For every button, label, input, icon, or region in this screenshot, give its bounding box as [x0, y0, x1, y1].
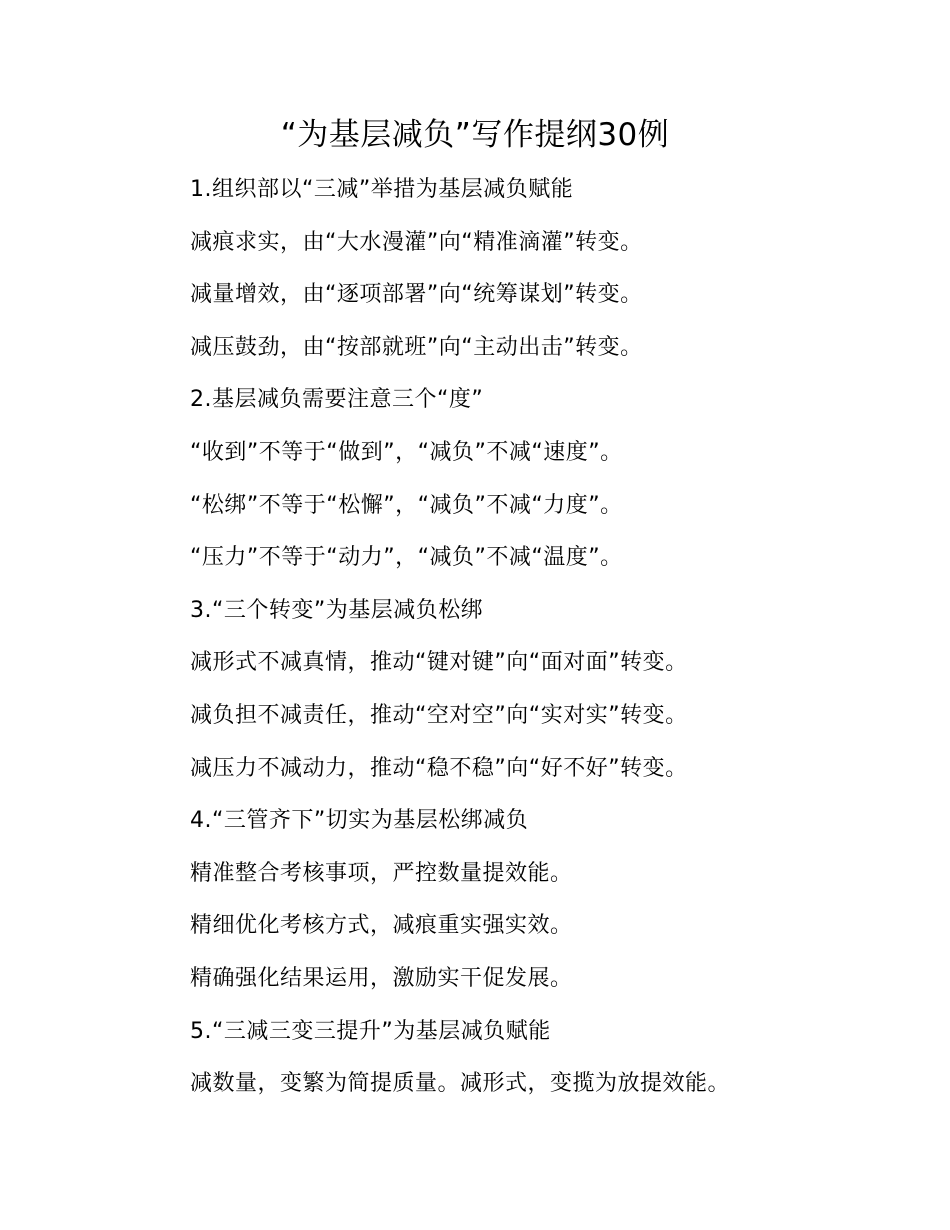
document-title: “为基层减负”写作提纲30例 — [280, 117, 670, 153]
section-heading-1: 1.组织部以“三减”举措为基层减负赋能 — [190, 177, 574, 202]
section-heading-4: 4.“三管齐下”切实为基层松绑减负 — [190, 808, 529, 834]
paragraph-line: “收到”不等于“做到”，“减负”不减“速度”。 — [190, 439, 623, 465]
paragraph-line: 精细优化考核方式，减痕重实强实效。 — [190, 913, 573, 939]
paragraph-line: 减痕求实，由“大水漫灌”向“精准滴灌”转变。 — [190, 229, 643, 255]
section-heading-5: 5.“三减三变三提升”为基层减负赋能 — [190, 1018, 551, 1044]
paragraph-line: “压力”不等于“动力”，“减负”不减“温度”。 — [190, 545, 623, 571]
document-body — [190, 170, 890, 1117]
paragraph-line: 精准整合考核事项，严控数量提效能。 — [190, 860, 573, 886]
paragraph-line: 减负担不减责任，推动“空对空”向“实对实”转变。 — [190, 702, 688, 728]
paragraph-line: 减量增效，由“逐项部署”向“统筹谋划”转变。 — [190, 282, 643, 308]
paragraph-line: 减数量，变繁为简提质量。减形式，变揽为放提效能。 — [190, 1071, 731, 1097]
paragraph-line: 减压力不减动力，推动“稳不稳”向“好不好”转变。 — [190, 755, 688, 781]
paragraph-line: 精确强化结果运用，激励实干促发展。 — [190, 965, 573, 991]
paragraph-line: 减压鼓劲，由“按部就班”向“主动出击”转变。 — [190, 334, 643, 360]
paragraph-line: “松绑”不等于“松懈”，“减负”不减“力度”。 — [190, 492, 623, 518]
section-heading-2: 2.基层减负需要注意三个“度” — [190, 387, 484, 413]
section-heading-3: 3.“三个转变”为基层减负松绑 — [190, 597, 484, 623]
paragraph-line: 减形式不减真情，推动“键对键”向“面对面”转变。 — [190, 650, 688, 676]
